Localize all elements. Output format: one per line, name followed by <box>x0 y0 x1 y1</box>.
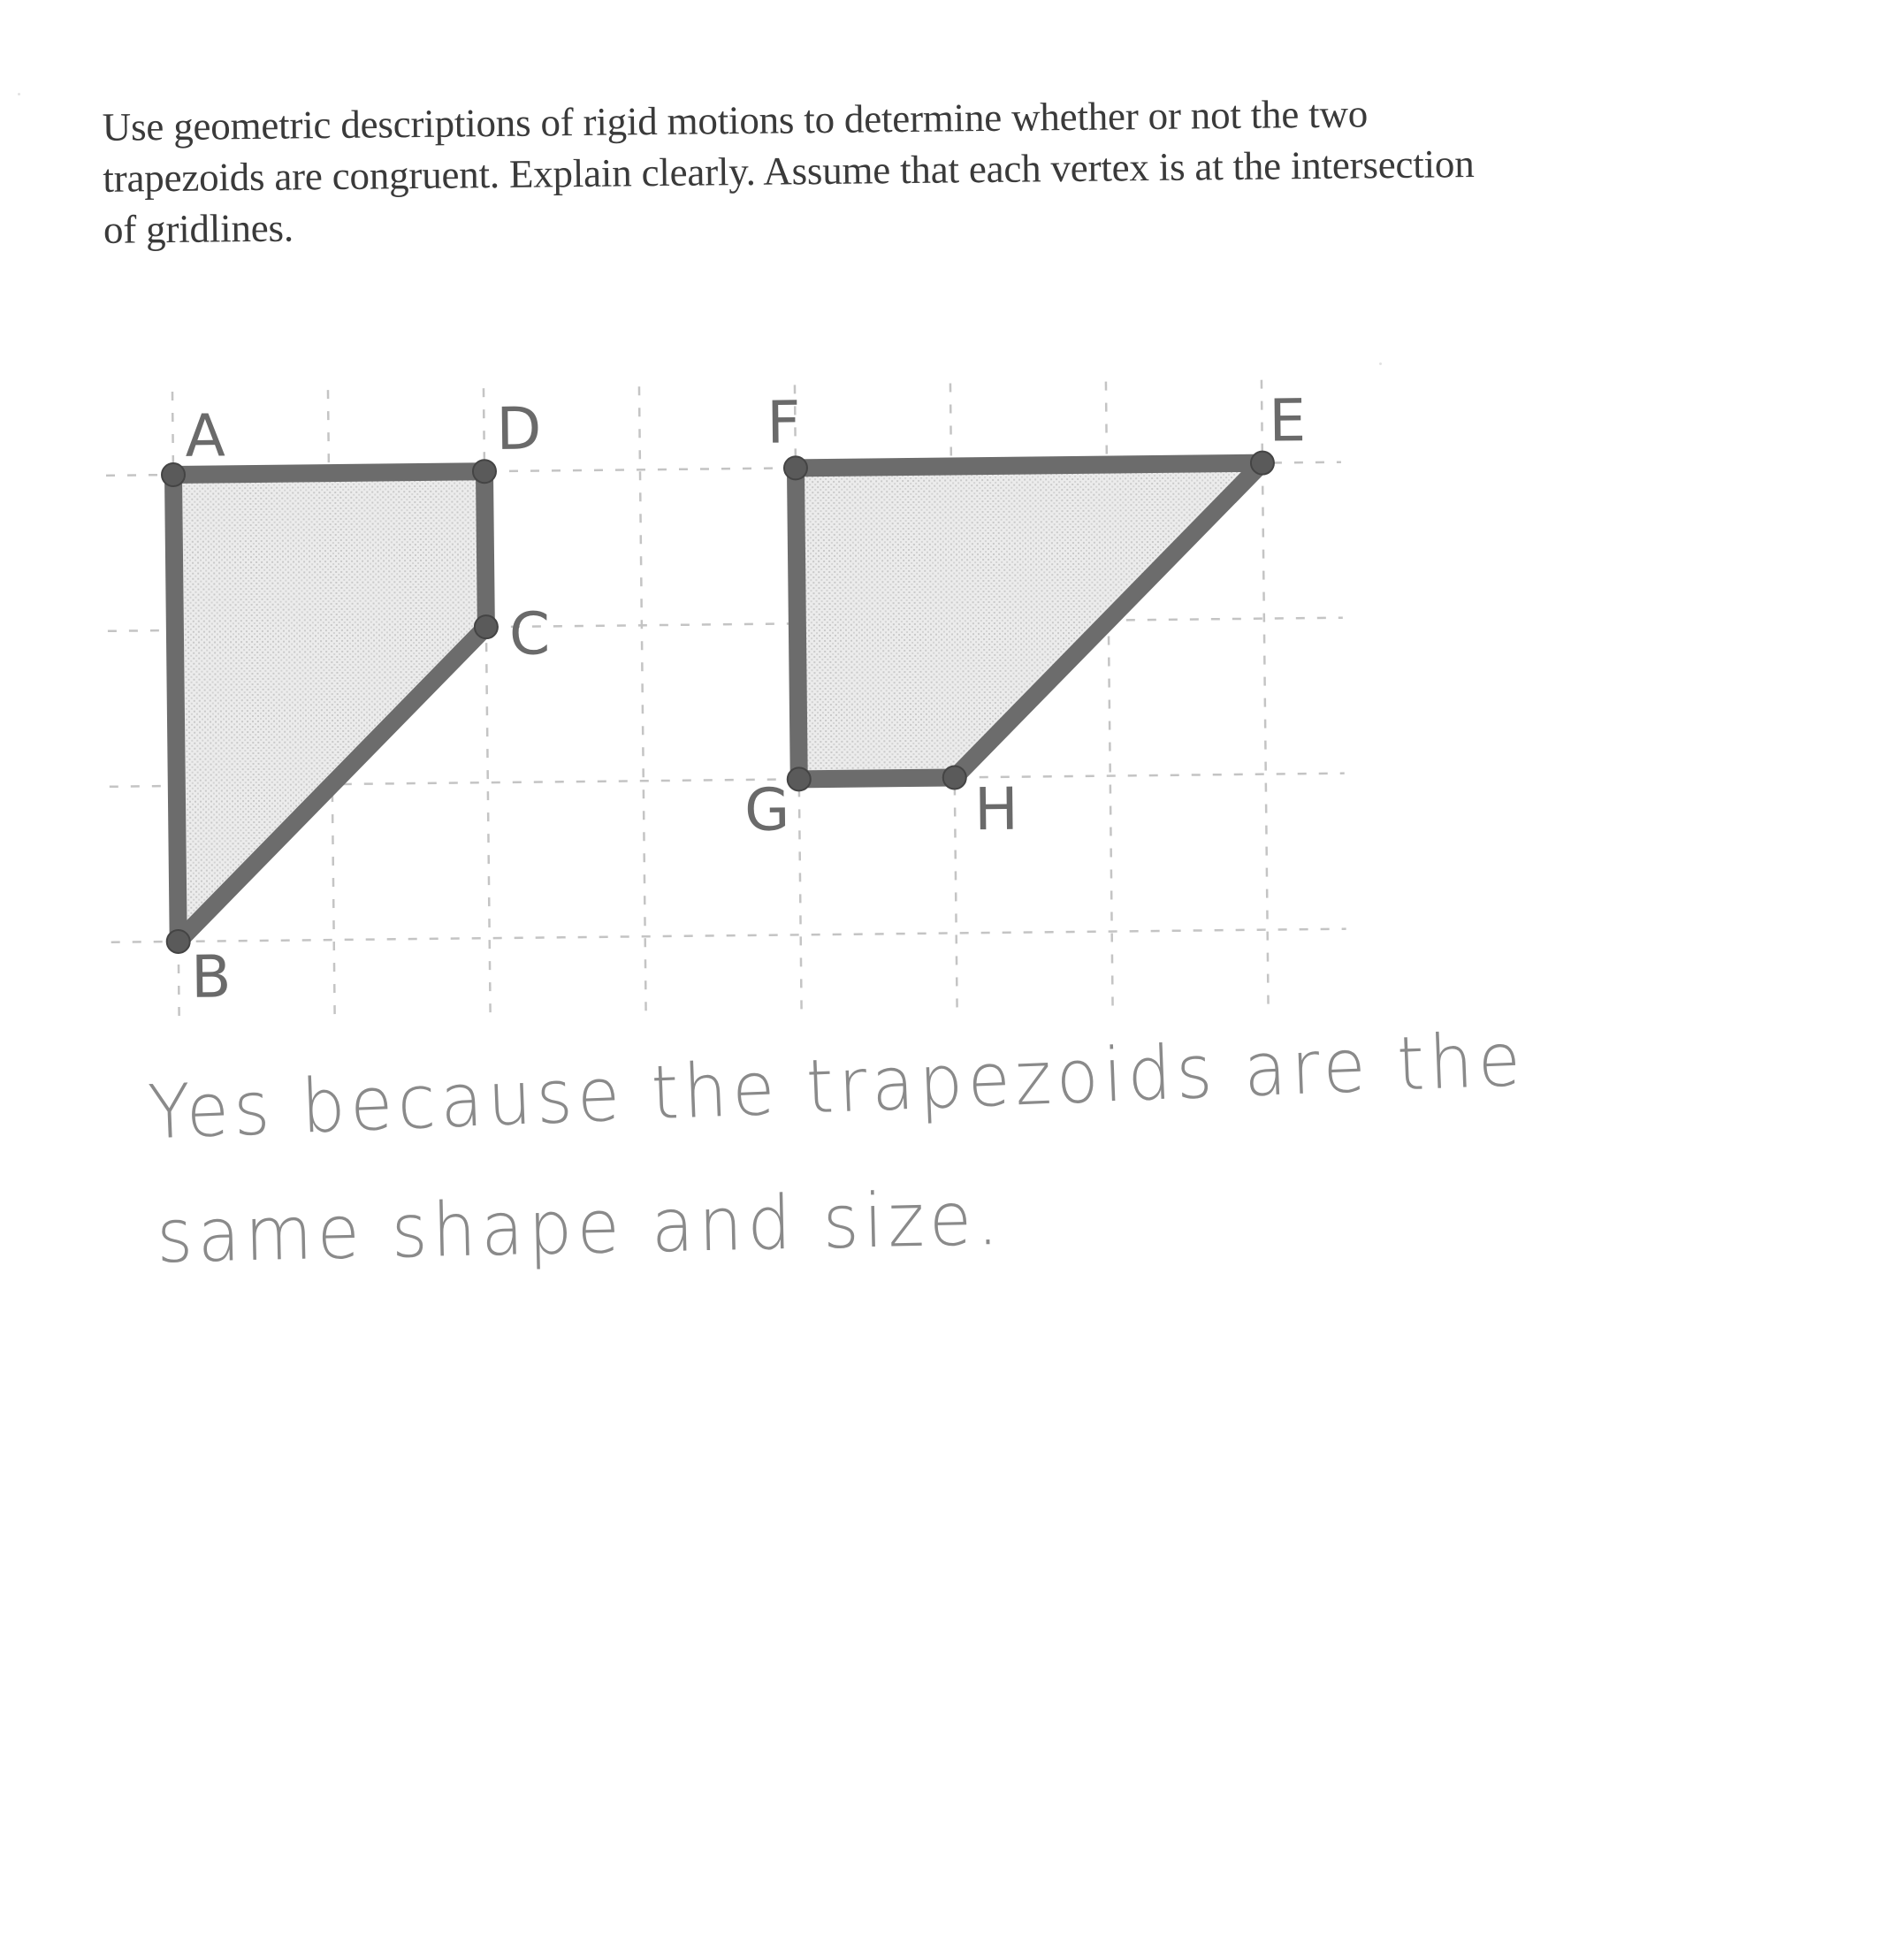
answer-line-2: same shape and size. <box>156 1174 1004 1280</box>
question-line-3: of gridlines. <box>103 205 294 252</box>
label-b: B <box>190 942 232 1011</box>
label-g: G <box>744 775 790 845</box>
label-h: H <box>973 774 1019 844</box>
answer-line-1: Yes because the trapezoids are the <box>146 1016 1528 1156</box>
label-a: A <box>185 401 226 470</box>
trapezoid-abcd-fill <box>173 471 490 942</box>
vertex-f <box>784 456 807 479</box>
label-c: C <box>508 599 551 668</box>
vertex-b <box>167 930 190 953</box>
grid-hline <box>111 929 1346 942</box>
vertex-a <box>162 463 185 486</box>
vertex-h <box>943 766 966 789</box>
trapezoid-abcd <box>162 460 501 953</box>
scan-artifact <box>1379 362 1382 365</box>
handwritten-answer <box>146 1016 1653 1298</box>
label-d: D <box>496 394 542 464</box>
vertex-c <box>475 615 498 638</box>
trapezoid-fehg-fill <box>796 463 1266 780</box>
question-line-1: Use geometric descriptions of rigid motions to determine whether or not the two <box>102 91 1369 149</box>
vertex-d <box>473 460 496 483</box>
scan-artifact <box>18 93 20 95</box>
vertex-g <box>788 767 811 790</box>
trapezoid-fehg <box>784 452 1277 791</box>
label-e: E <box>1268 386 1307 455</box>
question-line-2: trapezoids are congruent. Explain clearly. Assume that each vertex is at the intersection <box>103 141 1475 201</box>
grid-vline <box>639 386 646 1023</box>
label-f: F <box>766 388 801 457</box>
